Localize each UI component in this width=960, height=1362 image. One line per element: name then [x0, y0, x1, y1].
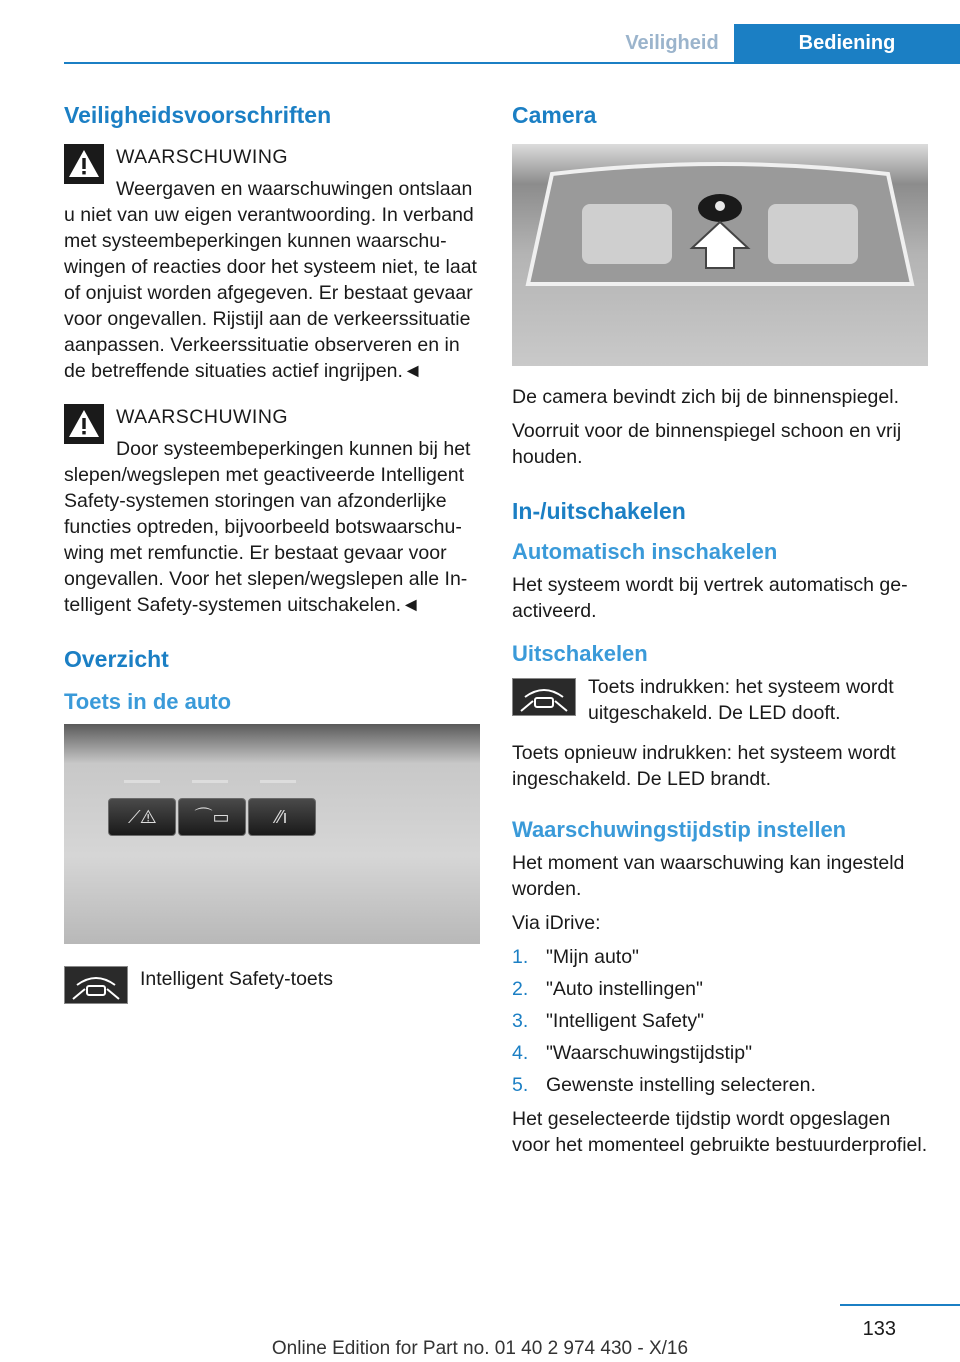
via-idrive-text: Via iDrive: — [512, 912, 601, 934]
led-indicator — [192, 780, 228, 783]
warning-text: Weergaven en waarschuwingen ontslaan u niet van uw eigen verantwoording. In verband met systeembeperkingen kunnen waarschuwingen of reacties door het systeem niet, te laat of onjuist worden afgegeven. Er bestaat gevaar voor ongevallen. Rijstijl aan de verkeerssituatie aanpassen. Verkeerssituatie observeren en in de betreffende situaties actief ingrijpen.◄ — [64, 178, 477, 382]
switch-on-again-text: Toets opnieuw indrukken: het systeem wordt ingeschakeld. De LED brandt. — [512, 742, 896, 790]
warning-title: WAARSCHUWING — [116, 146, 289, 168]
list-item: 4. "Waarschuwingstijdstip" — [512, 1042, 753, 1064]
tab-bediening[interactable]: Bediening — [734, 24, 960, 62]
camera-cleaning: Voorruit voor de binnenspiegel schoon en vrij houden. — [512, 420, 902, 468]
edition-footer: Online Edition for Part no. 01 40 2 974 430 - X/16 — [271, 1338, 689, 1359]
heading-overview: Overzicht — [64, 646, 169, 672]
led-indicator — [260, 780, 296, 783]
page-number: 133 — [862, 1318, 896, 1340]
camera-location: De camera bevindt zich bij de binnenspiegel. — [512, 386, 899, 408]
warning-time-text: Het moment van waarschuwing kan ingesteld worden. — [512, 852, 905, 900]
warning-block-1 — [64, 144, 480, 384]
heading-button-in-car: Toets in de auto — [64, 689, 232, 714]
right-column — [512, 100, 928, 1166]
switch-off-caption: Toets indrukken: het systeem wordt uitgeschakeld. De LED dooft. — [588, 676, 894, 724]
intelligent-safety-button-icon: ⌒▭ — [178, 798, 246, 836]
saved-profile-text: Het geselecteerde tijdstip wordt opgeslagen voor het momenteel gebruikte bestuurderprofiel. — [512, 1108, 928, 1156]
warning-block-2 — [64, 404, 480, 618]
button-caption: Intelligent Safety-toets — [140, 968, 333, 990]
warning-triangle-icon — [64, 404, 104, 444]
intelligent-safety-icon — [64, 966, 128, 1004]
heading-warning-time: Waarschuwingstijdstip instellen — [512, 817, 847, 842]
page-header — [64, 0, 960, 64]
warning-triangle-icon — [64, 144, 104, 184]
auto-on-text: Het systeem wordt bij vertrek automatisch geactiveerd. — [512, 574, 908, 622]
button-row — [108, 798, 316, 836]
led-indicator — [124, 780, 160, 783]
button-caption-row — [64, 962, 480, 992]
lane-warning-button-icon: ⟋⚠ — [108, 798, 176, 836]
warning-text: Door systeembeperkingen kunnen bij het slepen/wegslepen met geactiveerde Intelligent Safety-systemen storingen van afzonderlijke functies optreden, bijvoorbeeld botswaarschuwing met remfunctie. Er bestaat gevaar voor ongevallen. Voor het slepen/wegslepen alle Intelligent Safety-systemen uitschakelen.◄ — [64, 438, 471, 616]
heading-safety: Veiligheidsvoorschriften — [64, 102, 332, 128]
heading-switch-off: Uitschakelen — [512, 641, 648, 666]
list-item: 5. Gewenste instelling selecteren. — [512, 1074, 816, 1096]
heading-camera: Camera — [512, 102, 597, 128]
list-item: 2. "Auto instellingen" — [512, 978, 703, 1000]
switch-off-caption-row — [512, 674, 928, 734]
tab-veiligheid[interactable]: Veiligheid — [625, 32, 719, 54]
intelligent-safety-icon — [512, 678, 576, 716]
windshield-camera-illustration — [512, 144, 928, 366]
list-item: 1. "Mijn auto" — [512, 946, 639, 968]
button-panel-photo — [64, 724, 480, 944]
heading-auto-on: Automatisch inschakelen — [512, 539, 778, 564]
left-column — [64, 100, 480, 1010]
warning-title: WAARSCHUWING — [116, 406, 289, 428]
windshield-camera-photo — [512, 144, 928, 366]
footer-divider — [840, 1304, 960, 1306]
list-item: 3. "Intelligent Safety" — [512, 1010, 705, 1032]
idrive-steps-list — [512, 944, 928, 1098]
side-assist-button-icon: ⁄⁄ı — [248, 798, 316, 836]
heading-on-off: In-/uitschakelen — [512, 498, 686, 524]
